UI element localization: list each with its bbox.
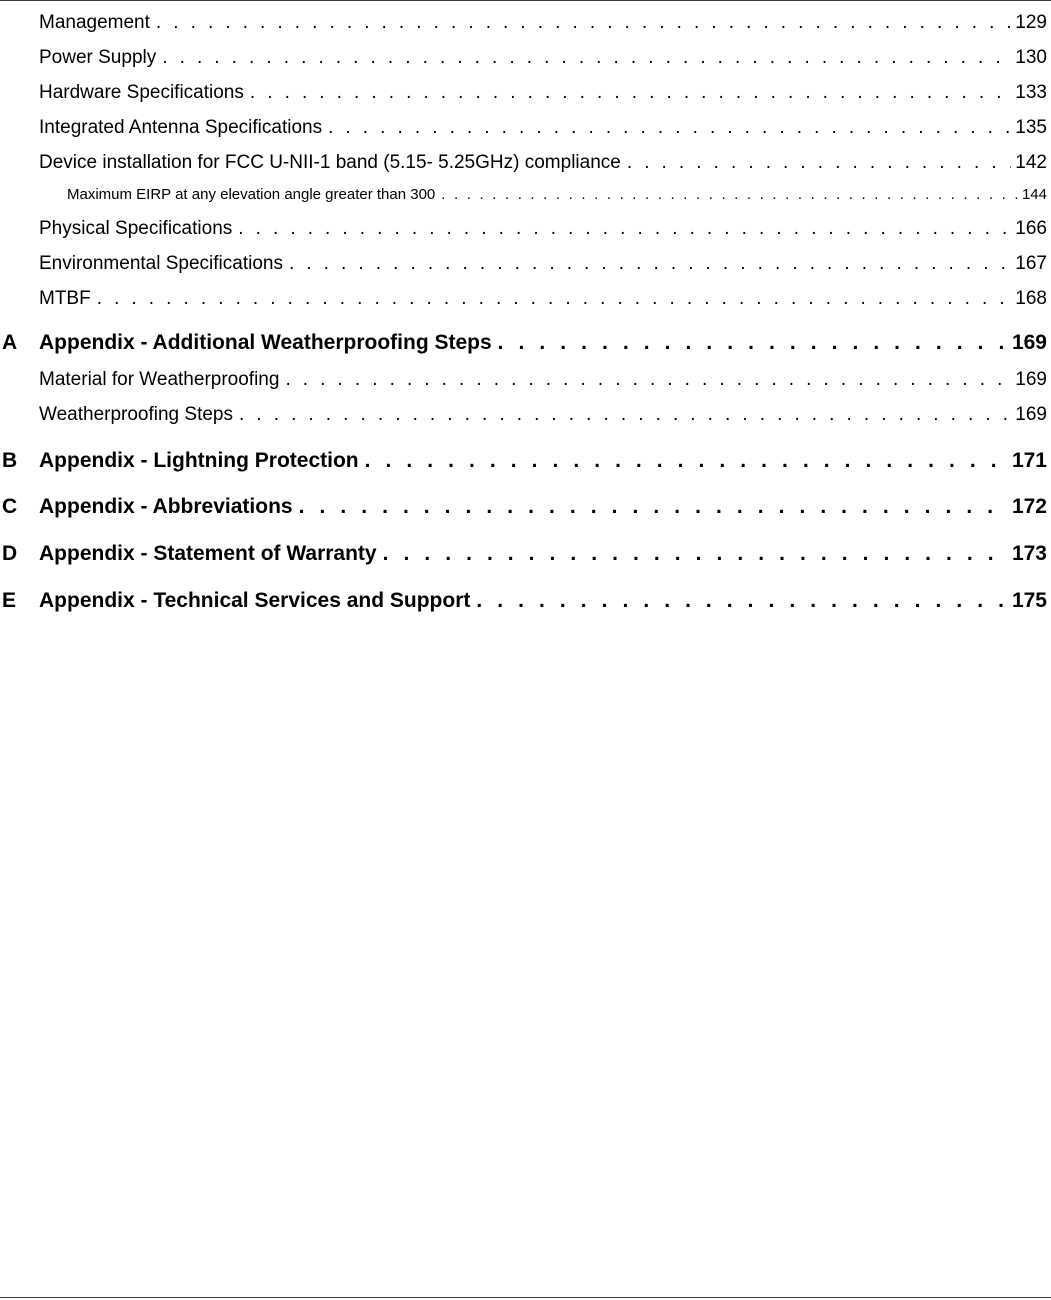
toc-entry-page: 135 (1015, 117, 1047, 138)
toc-entry-title: Environmental Specifications (39, 253, 283, 274)
dot-leader (328, 117, 1011, 139)
toc-entry-page: 130 (1015, 47, 1047, 68)
toc-entry-page: 144 (1021, 186, 1047, 203)
toc-entry-page: 169 (1015, 404, 1047, 425)
toc-entry-title: Appendix - Lightning Protection (39, 449, 359, 472)
appendix-letter: A (2, 331, 18, 354)
toc-entry-title: Weatherproofing Steps (39, 404, 233, 425)
top-rule (0, 0, 1051, 1)
appendix-letter: B (2, 449, 18, 472)
toc-entry-title: Appendix - Technical Services and Support (39, 589, 471, 612)
dot-leader (627, 152, 1011, 174)
toc-entry-title: Device installation for FCC U-NII-1 band (5.15- 5.25GHz) compliance (39, 152, 621, 173)
toc-entry-title: Appendix - Statement of Warranty (39, 542, 377, 565)
toc-entry-page: 166 (1015, 218, 1047, 239)
dot-leader (365, 449, 1008, 473)
toc-entry-page: 169 (1015, 369, 1047, 390)
toc-entry-title: Appendix - Abbreviations (39, 495, 293, 518)
appendix-letter: E (2, 589, 17, 612)
toc-entry-title: Appendix - Additional Weatherproofing Steps (39, 331, 492, 354)
dot-leader (383, 542, 1008, 566)
dot-leader (285, 369, 1011, 391)
toc-entry-title: Material for Weatherproofing (39, 369, 280, 390)
toc-entry-page: 173 (1011, 542, 1047, 565)
toc-entry-page: 167 (1015, 253, 1047, 274)
dot-leader (476, 589, 1008, 613)
dot-leader (299, 495, 1008, 519)
appendix-letter: C (2, 495, 18, 518)
bottom-rule (0, 1297, 1051, 1298)
toc-entry-page: 129 (1015, 12, 1047, 33)
dot-leader (97, 288, 1012, 310)
dot-leader (250, 82, 1011, 104)
dot-leader (441, 186, 1018, 203)
dot-leader (289, 253, 1011, 275)
dot-leader (498, 331, 1008, 355)
dot-leader (162, 47, 1011, 69)
toc-entry-page: 168 (1015, 288, 1047, 309)
toc-entry-page: 171 (1011, 449, 1047, 472)
toc-entry-title: Management (39, 12, 150, 33)
dot-leader (156, 12, 1011, 34)
toc-entry-title: MTBF (39, 288, 91, 309)
dot-leader (239, 404, 1011, 426)
toc-entry-title: Hardware Specifications (39, 82, 244, 103)
toc-entry-page: 169 (1011, 331, 1047, 354)
toc-entry-page: 133 (1015, 82, 1047, 103)
appendix-letter: D (2, 542, 18, 565)
toc-entry-title: Physical Specifications (39, 218, 233, 239)
toc-entry-title: Power Supply (39, 47, 157, 68)
toc-entry-page: 172 (1011, 495, 1047, 518)
dot-leader (238, 218, 1011, 240)
toc-entry-page: 175 (1011, 589, 1047, 612)
toc-entry-title: Integrated Antenna Specifications (39, 117, 323, 138)
toc-entry-page: 142 (1015, 152, 1047, 173)
toc-entry-title: Maximum EIRP at any elevation angle greater than 300 (67, 186, 436, 203)
